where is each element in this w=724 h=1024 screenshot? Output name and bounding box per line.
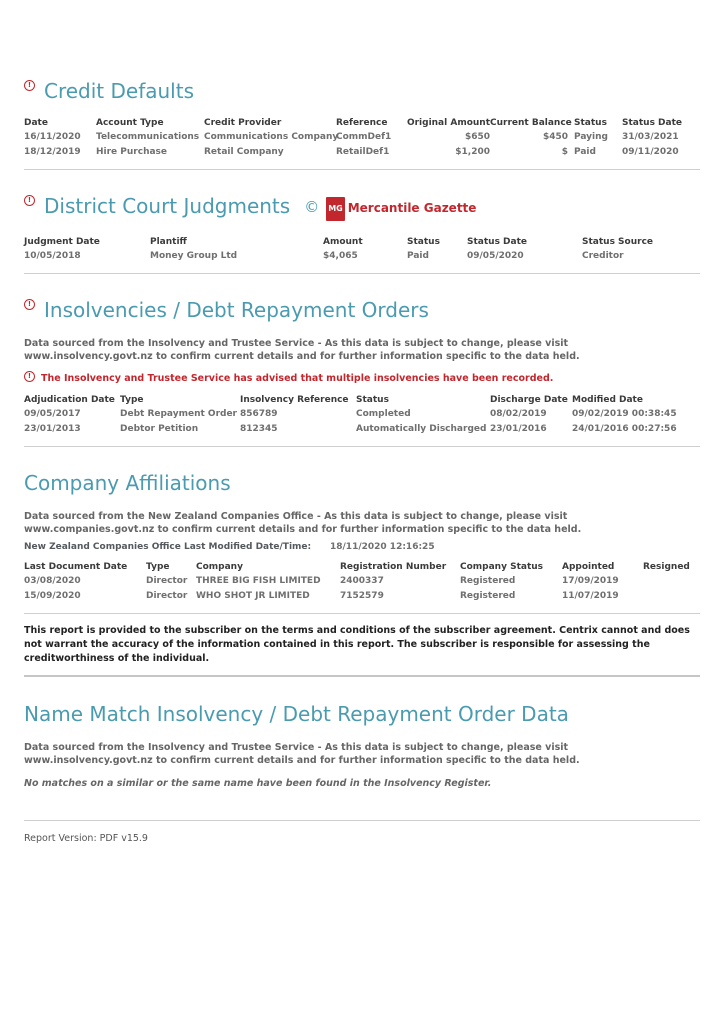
disclaimer-text: This report is provided to the subscriber on the terms and conditions of the subscriber agreement. Centrix cannot and does not warrant the accuracy of the information contained in this report. The subscriber is responsible for assessing the creditworthiness of the individual. [24, 625, 690, 664]
section-divider [24, 675, 700, 677]
table-row [24, 424, 700, 439]
table-header-row [24, 395, 700, 409]
cell-type: Debtor Petition [120, 424, 199, 434]
column-header: Status [574, 118, 607, 128]
alert-icon [24, 195, 35, 206]
name-match-section [24, 703, 700, 790]
cell-reference: RetailDef1 [336, 147, 390, 157]
cell-date: 18/12/2019 [24, 147, 81, 157]
cell-resigned [643, 591, 700, 606]
table-row [24, 251, 700, 266]
mercantile-gazette-logo-text: Mercantile Gazette [347, 201, 477, 215]
section-divider [24, 446, 700, 447]
insolvencies-table [24, 395, 700, 439]
column-header: Company [196, 562, 243, 572]
table-header-row [24, 237, 700, 251]
column-header: Status Date [467, 237, 528, 247]
cell-company-status: Registered [460, 576, 516, 586]
table-header-row [24, 562, 700, 576]
column-header: Reference [336, 118, 388, 128]
table-row [24, 591, 700, 606]
footer-section [24, 820, 700, 844]
cell-modified-date: 24/01/2016 00:27:56 [572, 424, 677, 434]
column-header: Adjudication Date [24, 395, 115, 405]
company-affiliations-title [24, 472, 700, 494]
cell-credit-provider: Retail Company [204, 147, 284, 157]
cell-status: Automatically Discharged [356, 424, 487, 434]
cell-original-amount: $1,200 [455, 147, 490, 157]
cell-amount: $4,065 [323, 251, 358, 261]
column-header: Modified Date [572, 395, 643, 405]
column-header: Account Type [96, 118, 164, 128]
cell-reference: CommDef1 [336, 132, 392, 142]
cell-status-date: 09/11/2020 [622, 147, 679, 157]
column-header: Credit Provider [204, 118, 282, 128]
insolvency-source-note: Data sourced from the Insolvency and Trustee Service - As this data is subject to change, please visit www.insolvency.govt.nz to confirm current details and for further information specific to the data held. [24, 338, 580, 362]
column-header: Current Balance [490, 118, 572, 128]
cell-company: WHO SHOT JR LIMITED [196, 591, 310, 601]
cell-modified-date: 09/02/2019 00:38:45 [572, 409, 677, 419]
table-row [24, 147, 700, 162]
cell-status: Paid [407, 251, 429, 261]
column-header: Original Amount [406, 118, 490, 128]
cell-plantiff: Money Group Ltd [150, 251, 238, 261]
cell-type: Director [146, 591, 188, 601]
mercantile-gazette-badge: MG [326, 197, 345, 221]
cell-last-document-date: 03/08/2020 [24, 576, 81, 586]
cell-discharge-date: 23/01/2016 [490, 424, 547, 434]
cell-company-status: Registered [460, 591, 516, 601]
column-header: Discharge Date [490, 395, 568, 405]
cell-discharge-date: 08/02/2019 [490, 409, 547, 419]
section-divider [24, 613, 700, 614]
section-title-text: Company Affiliations [24, 471, 231, 495]
column-header: Resigned [643, 562, 690, 572]
cell-status-date: 09/05/2020 [467, 251, 524, 261]
column-header: Last Document Date [24, 562, 128, 572]
cell-insolvency-reference: 812345 [240, 424, 278, 434]
cell-registration-number: 7152579 [340, 591, 384, 601]
disclaimer-section [24, 624, 700, 677]
cell-insolvency-reference: 856789 [240, 409, 278, 419]
cell-account-type: Hire Purchase [96, 147, 168, 157]
cell-status-source: Creditor [582, 251, 624, 261]
column-header: Type [146, 562, 170, 572]
cell-appointed: 11/07/2019 [562, 591, 619, 601]
section-divider [24, 169, 700, 170]
credit-defaults-table [24, 118, 700, 162]
section-title-text: Insolvencies / Debt Repayment Orders [44, 298, 429, 322]
district-court-judgments-section [24, 195, 700, 274]
cell-appointed: 17/09/2019 [562, 576, 619, 586]
cell-type: Debt Repayment Order [120, 409, 237, 419]
name-match-title [24, 703, 700, 725]
judgments-table [24, 237, 700, 266]
cell-adjudication-date: 09/05/2017 [24, 409, 81, 419]
cell-last-document-date: 15/09/2020 [24, 591, 81, 601]
alert-icon [24, 80, 35, 91]
warning-text: The Insolvency and Trustee Service has advised that multiple insolvencies have been recorded. [41, 373, 554, 384]
cell-type: Director [146, 576, 188, 586]
column-header: Status [407, 237, 440, 247]
credit-defaults-section [24, 80, 700, 170]
insolvencies-section [24, 299, 700, 447]
cell-date: 16/11/2020 [24, 132, 81, 142]
column-header: Judgment Date [24, 237, 100, 247]
cell-status: Completed [356, 409, 411, 419]
copyright-icon: © [304, 198, 320, 216]
report-version: Report Version: PDF v15.9 [24, 833, 148, 844]
section-title-text: District Court Judgments [44, 194, 291, 218]
footer-divider [24, 820, 700, 821]
cell-resigned [643, 576, 700, 591]
cell-current-balance: $450 [542, 132, 568, 142]
cell-original-amount: $650 [464, 132, 490, 142]
column-header: Status Date [622, 118, 683, 128]
section-title-text: Name Match Insolvency / Debt Repayment Order Data [24, 702, 569, 726]
company-source-note: Data sourced from the New Zealand Companies Office - As this data is subject to change, please visit www.companies.govt.nz to confirm current details and for further information specific to the data held. [24, 511, 582, 535]
insolvency-warning [24, 370, 700, 385]
column-header: Type [120, 395, 144, 405]
credit-defaults-title [24, 80, 700, 102]
section-divider [24, 273, 700, 274]
column-header: Date [24, 118, 48, 128]
cell-current-balance: $ [561, 147, 568, 157]
table-row [24, 409, 700, 424]
cell-status: Paid [574, 147, 596, 157]
cell-account-type: Telecommunications [96, 132, 200, 142]
judgments-title [24, 195, 700, 221]
column-header: Insolvency Reference [240, 395, 349, 405]
table-header-row [24, 118, 700, 132]
last-modified-line [24, 542, 700, 552]
name-match-source-note: Data sourced from the Insolvency and Trustee Service - As this data is subject to change, please visit www.insolvency.govt.nz to confirm current details and for further information specific to the data held. [24, 742, 580, 766]
cell-company: THREE BIG FISH LIMITED [196, 576, 321, 586]
column-header: Amount [323, 237, 363, 247]
cell-credit-provider: Communications Company [204, 132, 339, 142]
column-header: Plantiff [150, 237, 187, 247]
column-header: Company Status [460, 562, 544, 572]
table-row [24, 132, 700, 147]
cell-judgment-date: 10/05/2018 [24, 251, 81, 261]
table-row [24, 576, 700, 591]
column-header: Registration Number [340, 562, 447, 572]
column-header: Appointed [562, 562, 615, 572]
last-modified-value: 18/11/2020 12:16:25 [330, 542, 435, 552]
section-title-text: Credit Defaults [44, 79, 194, 103]
no-match-note: No matches on a similar or the same name have been found in the Insolvency Register. [24, 778, 492, 789]
alert-icon [24, 299, 35, 310]
cell-status: Paying [574, 132, 608, 142]
insolvencies-title [24, 299, 700, 321]
cell-status-date: 31/03/2021 [622, 132, 679, 142]
company-affiliations-section [24, 472, 700, 614]
company-affiliations-table [24, 562, 700, 606]
column-header: Status [356, 395, 389, 405]
column-header: Status Source [582, 237, 654, 247]
alert-icon [24, 371, 35, 382]
last-modified-label: New Zealand Companies Office Last Modified Date/Time: [24, 542, 312, 552]
cell-adjudication-date: 23/01/2013 [24, 424, 81, 434]
cell-registration-number: 2400337 [340, 576, 384, 586]
